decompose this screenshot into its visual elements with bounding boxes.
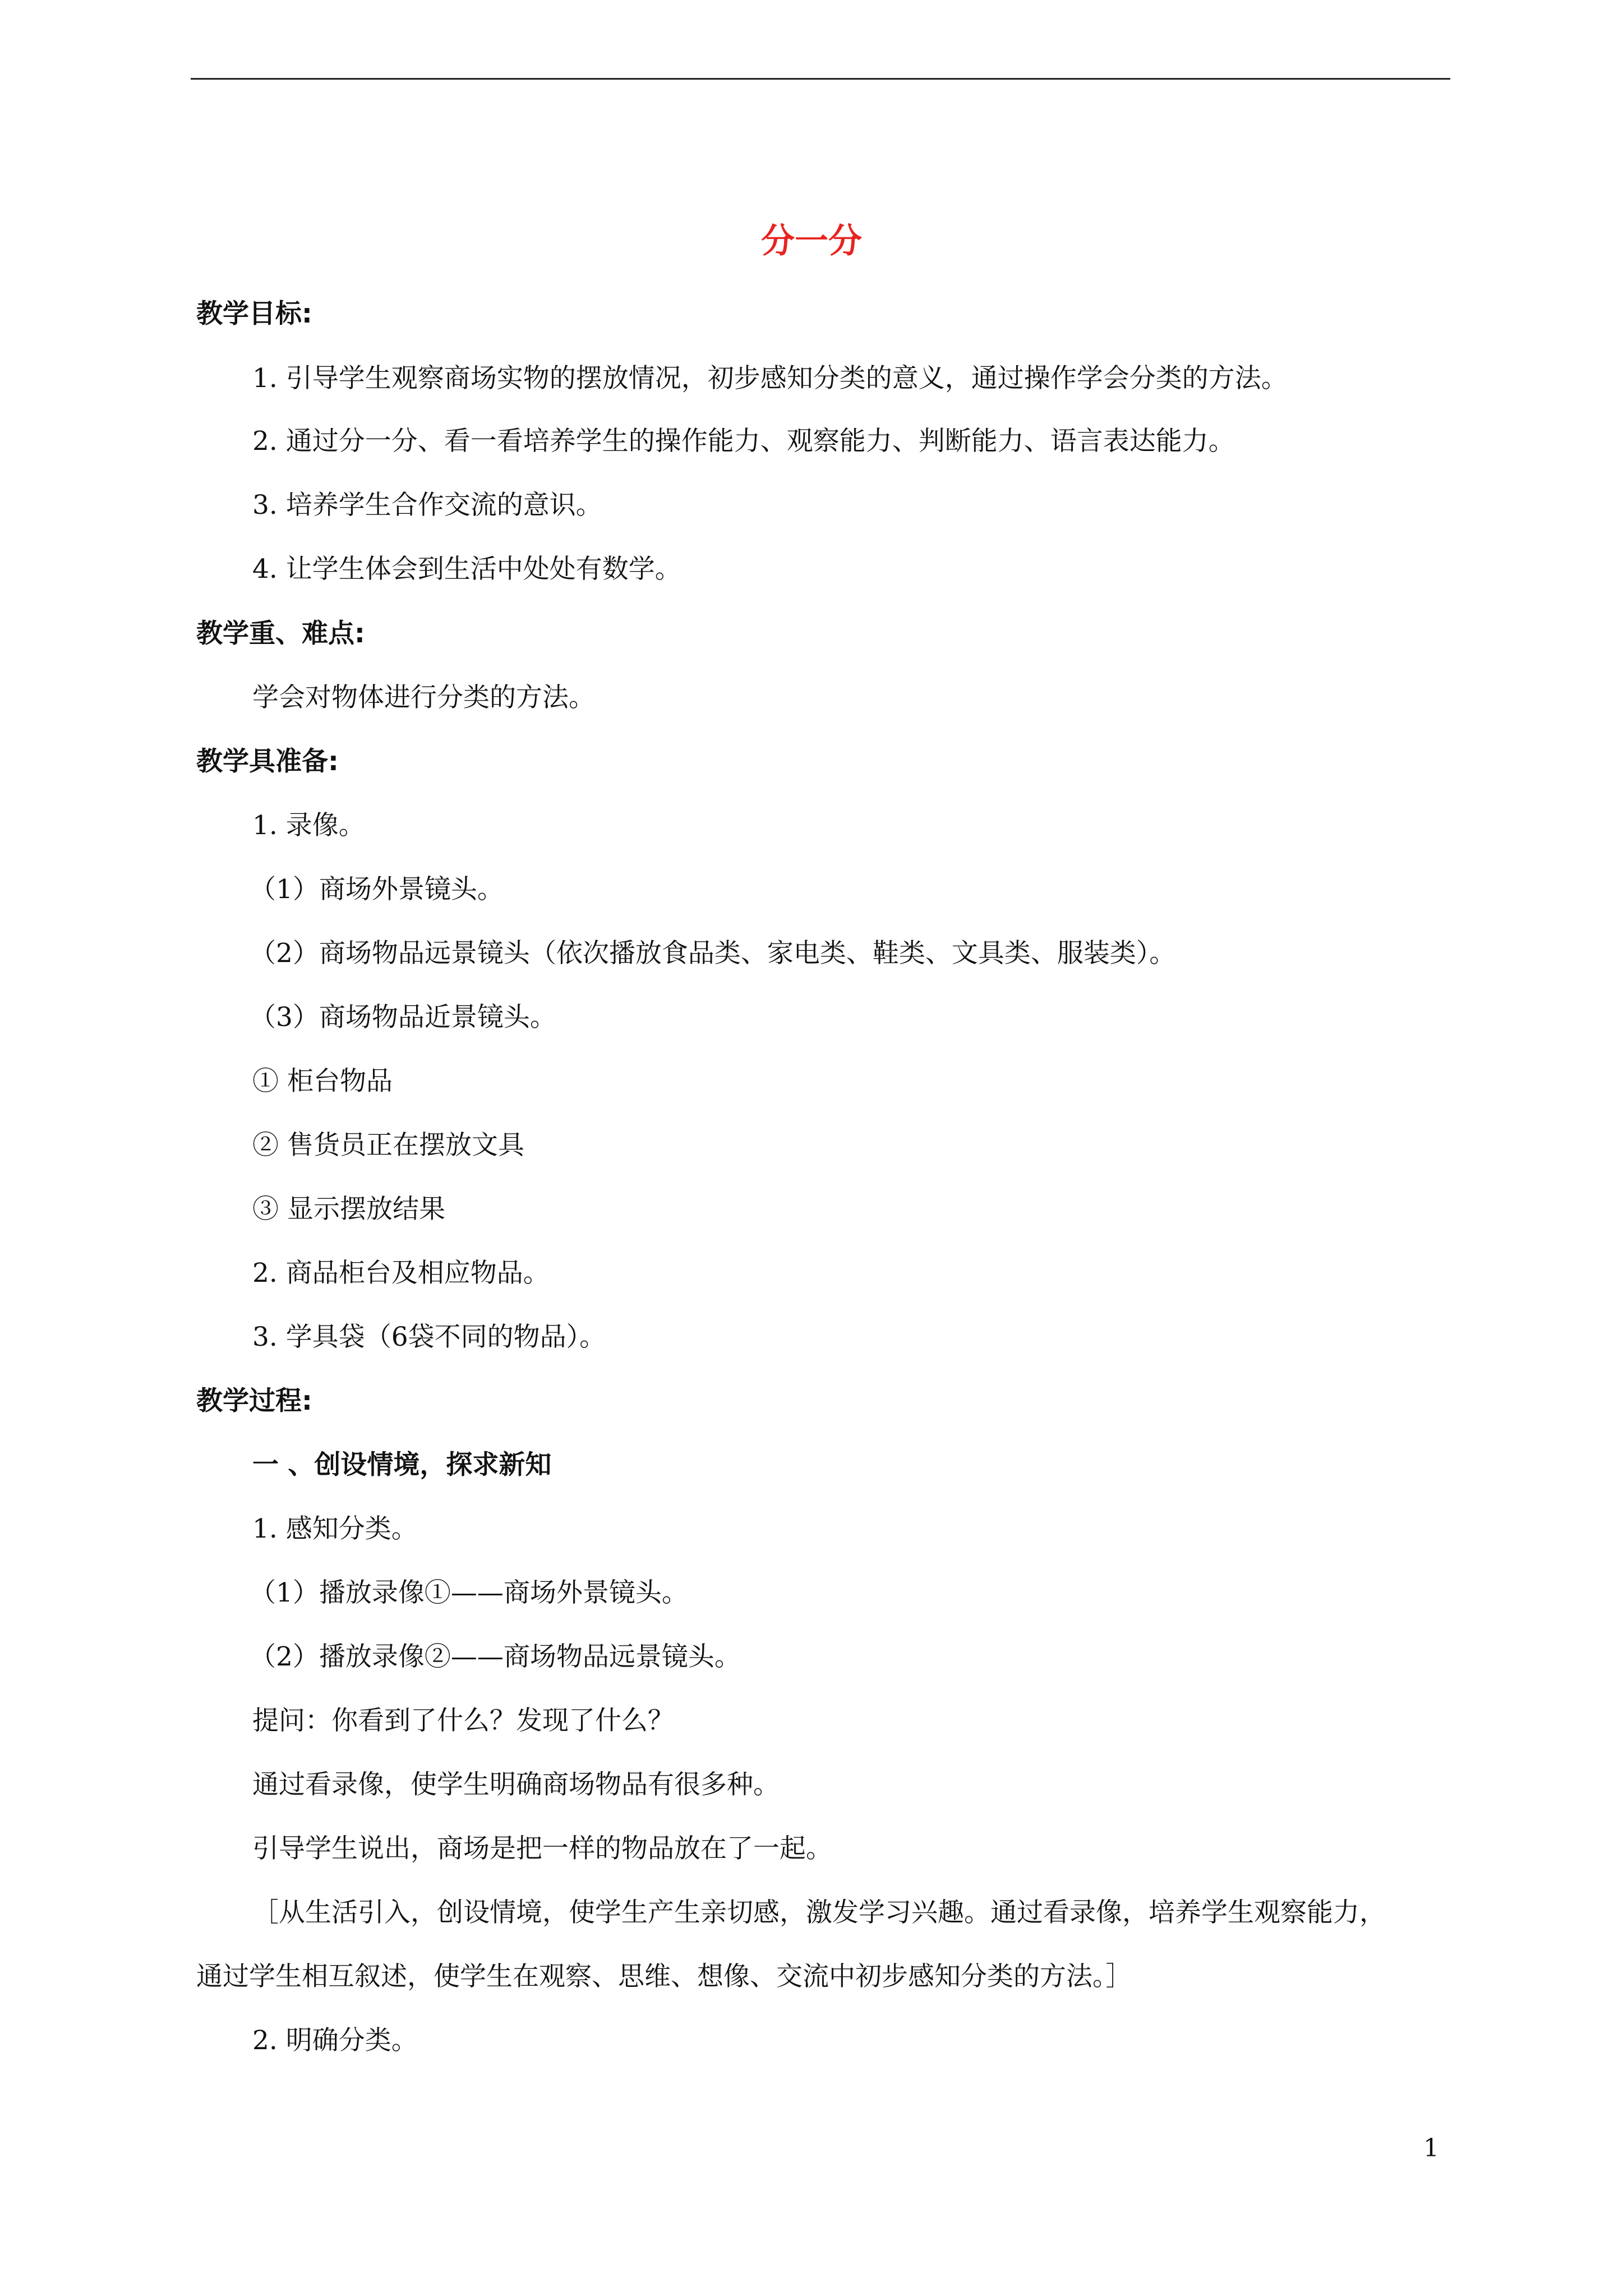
header-rule <box>191 78 1450 80</box>
objective-item: 3. 培养学生合作交流的意识。 <box>252 490 602 521</box>
material-subitem: （2）商场物品远景镜头（依次播放食品类、家电类、鞋类、文具类、服装类）。 <box>250 938 1176 969</box>
key-points-heading: 教学重、难点: <box>196 618 365 649</box>
material-item: 3. 学具袋（6袋不同的物品）。 <box>252 1322 606 1352</box>
objective-item: 4. 让学生体会到生活中处处有数学。 <box>252 554 681 585</box>
process-substep: （2）播放录像②——商场物品远景镜头。 <box>250 1641 741 1672</box>
material-circled-item: ② 售货员正在摆放文具 <box>252 1130 524 1161</box>
process-substep: （1）播放录像①——商场外景镜头。 <box>250 1577 688 1608</box>
page-title: 分一分 <box>761 222 862 261</box>
objective-item: 1. 引导学生观察商场实物的摆放情况，初步感知分类的意义，通过操作学会分类的方法。 <box>252 363 1288 394</box>
material-item: 2. 商品柜台及相应物品。 <box>252 1258 550 1289</box>
process-step: 2. 明确分类。 <box>252 2025 418 2056</box>
material-item: 1. 录像。 <box>252 810 365 841</box>
material-subitem: （3）商场物品近景镜头。 <box>250 1002 556 1033</box>
objective-item: 2. 通过分一分、看一看培养学生的操作能力、观察能力、判断能力、语言表达能力。 <box>252 426 1235 457</box>
materials-heading: 教学具准备: <box>196 746 339 777</box>
process-note: ［从生活引入，创设情境，使学生产生亲切感，激发学习兴趣。通过看录像，培养学生观察能力， <box>252 1897 1386 1928</box>
process-paragraph: 引导学生说出，商场是把一样的物品放在了一起。 <box>252 1833 832 1864</box>
process-question: 提问：你看到了什么？发现了什么？ <box>252 1705 674 1736</box>
key-point-text: 学会对物体进行分类的方法。 <box>252 682 595 713</box>
material-subitem: （1）商场外景镜头。 <box>250 874 504 905</box>
process-step: 1. 感知分类。 <box>252 1513 418 1544</box>
material-circled-item: ③ 显示摆放结果 <box>252 1194 445 1225</box>
objectives-heading: 教学目标: <box>196 298 312 329</box>
process-paragraph: 通过看录像，使学生明确商场物品有很多种。 <box>252 1769 780 1800</box>
page-number: 1 <box>1423 2134 1439 2162</box>
process-part-heading: 一 、创设情境，探求新知 <box>252 1450 552 1480</box>
material-circled-item: ① 柜台物品 <box>252 1066 393 1097</box>
process-heading: 教学过程: <box>196 1386 312 1416</box>
process-note-continued: 通过学生相互叙述，使学生在观察、思维、想像、交流中初步感知分类的方法。］ <box>196 1961 1132 1992</box>
